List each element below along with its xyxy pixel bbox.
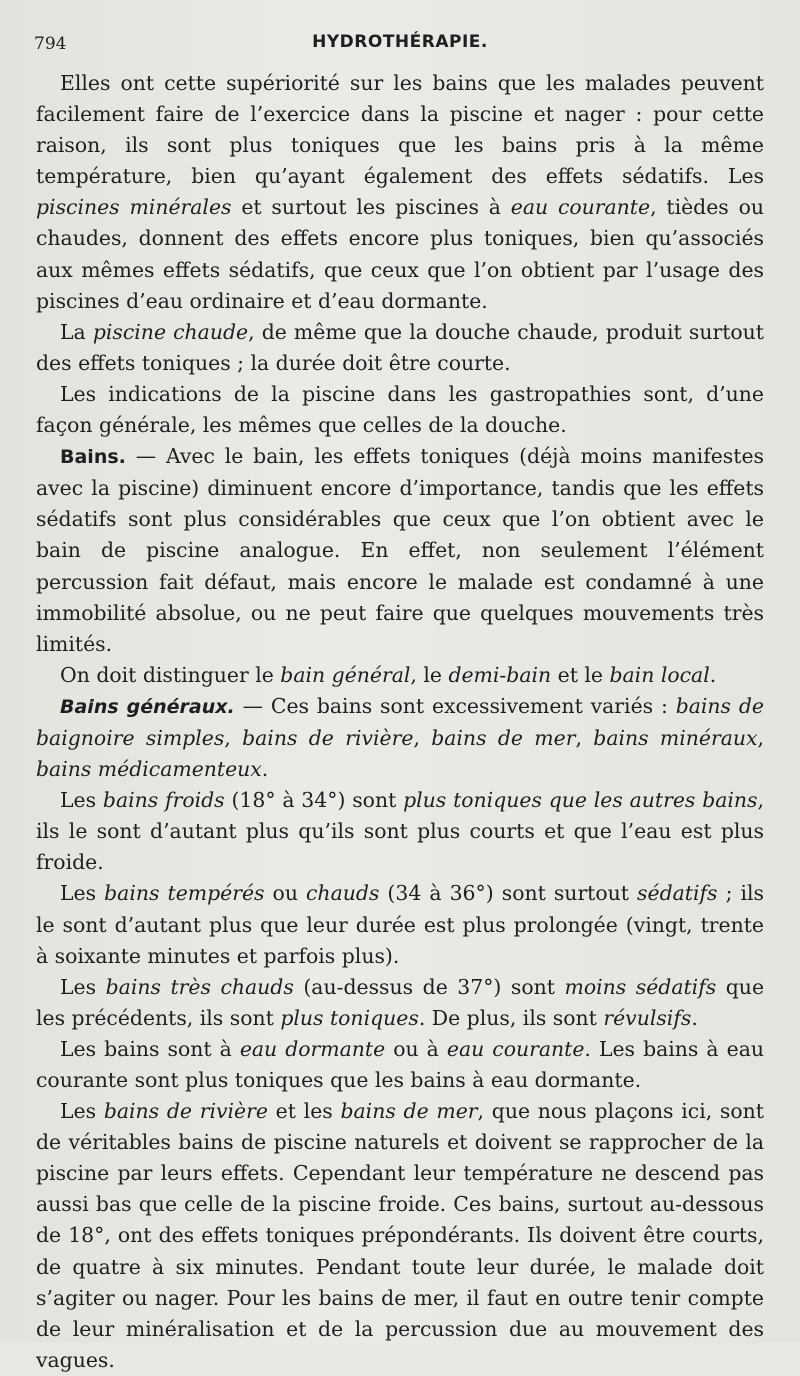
text-run: . [691, 1005, 698, 1030]
text-run: Les bains sont à [60, 1036, 240, 1061]
text-run: et les [267, 1099, 341, 1124]
text-run: , ils le sont d’autant plus qu’ils sont plus courts et que l’eau est plus froide. [36, 788, 765, 875]
text-run: , [575, 725, 594, 750]
paragraph [36, 1096, 764, 1376]
text-run: (au-dessus de 37°) sont [293, 974, 565, 999]
italic-run: eau courante [446, 1036, 585, 1061]
italic-run: moins sédatifs [564, 974, 717, 999]
paragraph [36, 68, 764, 317]
italic-run: demi-bain [448, 662, 552, 687]
page-header [28, 30, 772, 60]
page-number: 794 [34, 34, 67, 54]
italic-run: chauds [306, 881, 380, 906]
text-run: , [224, 725, 243, 750]
text-run: . [709, 662, 717, 687]
paragraph [36, 317, 764, 379]
text-run: Les [60, 788, 103, 813]
italic-run: eau courante [510, 195, 651, 220]
italic-run: bains de mer [431, 725, 576, 750]
section-heading-bains: Bains. [60, 446, 126, 469]
text-run: . Les bains à eau courante sont plus toniques que les bains à eau dormante. [36, 1036, 764, 1092]
text-run: — Avec le bain, les effets toniques (déjà moins manifestes avec la piscine) diminuent encore d’importance, tandis que les effets sédatifs sont plus considérables que ceux que l’on obtient avec le bain de piscine analogue. En effet, non seulement l’élément percussion fait défaut, mais encore le malade est condamné à une immobilité absolue, ou ne peut faire que quelques mouvements très limités. [36, 444, 764, 656]
paragraph [36, 972, 764, 1034]
body-text [36, 68, 764, 1376]
italic-run: piscines minérales [36, 195, 232, 220]
paragraph [36, 1034, 764, 1096]
italic-run: bains médicamenteux [36, 757, 262, 782]
text-run: ; ils le sont d’autant plus que leur durée est plus prolongée (vingt, trente à soixante minutes et parfois plus). [36, 881, 764, 968]
italic-run: piscine chaude [92, 319, 249, 344]
text-run: , de même que la douche chaude, produit surtout des effets toniques ; la durée doit être courte. [36, 319, 764, 375]
italic-run: plus toniques que les autres bains [403, 788, 758, 813]
paragraph [36, 691, 764, 785]
text-run: . De plus, ils sont [418, 1005, 604, 1030]
text-run: Les [60, 881, 105, 906]
italic-run: bains très chauds [105, 974, 294, 999]
text-run: , [757, 725, 764, 750]
text-run: que les précédents, ils sont [36, 974, 765, 1030]
section-heading-bains-generaux: Bains généraux. [60, 695, 235, 718]
text-run: (18° à 34°) sont [224, 788, 404, 813]
italic-run: bains de baignoire simples [36, 693, 764, 750]
text-run: , le [410, 662, 449, 687]
text-run: . [261, 757, 269, 782]
italic-run: plus toniques [280, 1005, 419, 1030]
italic-run: bains de mer [340, 1099, 478, 1124]
text-run: , que nous plaçons ici, sont de véritables bains de piscine naturels et doivent se rapprocher de la piscine par leurs effets. Cependant leur température ne descend pas aussi bas que celle de la piscine froide. Ces bains, surtout au-dessous de 18°, ont des effets toniques prépondérants. Ils doivent être courts, de quatre à six minutes. Pendant toute leur durée, le malade doit s’agiter ou nager. Pour les bains de mer, il faut en outre tenir compte de leur minéralisation et de la percussion due au mouvement des vagues. [36, 1099, 765, 1372]
text-run: Les indications de la piscine dans les gastropathies sont, d’une façon générale, les mêmes que celles de la douche. [36, 381, 764, 438]
italic-run: eau dormante [239, 1036, 386, 1061]
text-run: La [60, 319, 93, 344]
italic-run: bains minéraux [593, 725, 758, 750]
running-title: HYDROTHÉRAPIE. [312, 32, 488, 52]
text-run: Elles ont cette supériorité sur les bains que les malades peuvent facilement faire de l’exercice dans la piscine et nager : pour cette raison, ils sont plus toniques que les bains pris à la même température, bien qu’ayant également des effets sédatifs. Les [36, 71, 764, 189]
text-run: et le [551, 662, 610, 687]
text-run: et surtout les piscines à [231, 195, 511, 220]
text-run: , [413, 725, 432, 750]
paragraph [36, 878, 764, 971]
paragraph [36, 379, 764, 441]
italic-run: bains tempérés [104, 881, 265, 906]
paragraph [36, 660, 764, 691]
text-run: ou à [385, 1036, 447, 1061]
text-run: ou [264, 881, 307, 906]
italic-run: bain général [280, 662, 411, 687]
italic-run: bains de rivière [242, 725, 414, 750]
text-run: , tièdes ou chaudes, donnent des effets encore plus toniques, bien qu’associés aux mêmes effets sédatifs, que ceux que l’on obtient par l’usage des piscines d’eau ordinaire et d’eau dormante. [36, 195, 764, 313]
text-run: Les [60, 1099, 104, 1124]
italic-run: révulsifs [603, 1005, 692, 1030]
italic-run: bains de rivière [103, 1099, 268, 1124]
text-run: (34 à 36°) sont surtout [379, 881, 638, 906]
paragraph [36, 785, 764, 878]
text-run: — Ces bains sont excessivement variés : [234, 693, 676, 718]
text-run: On doit distinguer le [60, 662, 281, 687]
italic-run: bains froids [102, 788, 225, 813]
italic-run: bain local [609, 662, 710, 687]
paragraph [36, 441, 764, 660]
italic-run: sédatifs [637, 881, 718, 906]
text-run: Les [60, 974, 106, 999]
